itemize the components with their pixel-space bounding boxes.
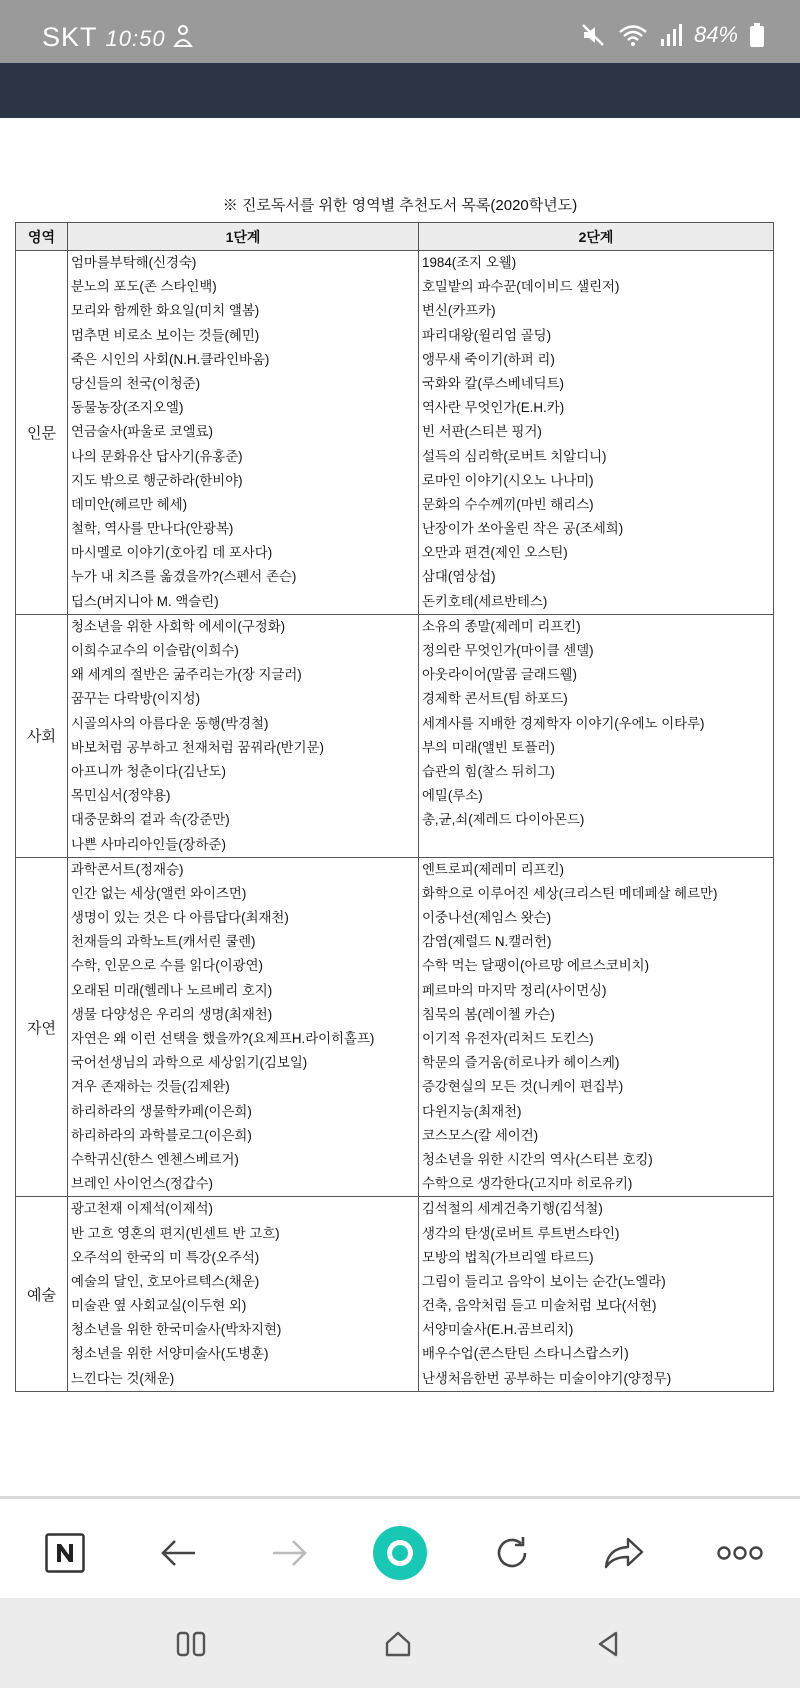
book-item: 이기적 유전자(리처드 도킨스) — [422, 1031, 594, 1046]
document-title: ※ 진로독서를 위한 영역별 추천도서 목록(2020학년도) — [222, 197, 578, 214]
area-cell: 예술 — [16, 1197, 68, 1392]
table-row — [16, 857, 774, 1197]
book-item: 꿈꾸는 다락방(이지성) — [71, 691, 201, 707]
area-cell: 사회 — [16, 614, 68, 857]
stage2-cell — [419, 251, 774, 615]
book-item: 엄마를부탁해(신경숙) — [71, 255, 197, 270]
clock: 10:50 — [105, 26, 166, 51]
book-item: 오주석의 한국의 미 특강(오주석) — [71, 1249, 260, 1265]
book-item: 분노의 포도(존 스타인백) — [71, 279, 217, 295]
book-item: 아웃라이어(말콤 글래드웰) — [422, 667, 577, 683]
document-image — [0, 118, 800, 1496]
stage2-cell — [419, 614, 774, 857]
status-bar — [0, 0, 800, 63]
book-item: 삼대(염상섭) — [422, 569, 496, 585]
book-item: 경제학 콘서트(팀 하포드) — [422, 691, 568, 707]
header-stage2: 2단계 — [419, 223, 774, 251]
book-item: 세계사를 지배한 경제학자 이야기(우에노 이타루) — [422, 715, 705, 731]
book-item: 당신들의 천국(이청준) — [71, 375, 201, 391]
book-item: 딥스(버지니아 M. 액슬린) — [71, 593, 219, 609]
book-item: 1984(조지 오웰) — [422, 255, 517, 270]
book-item: 습관의 힘(찰스 뒤히그) — [422, 763, 555, 779]
book-item: 페르마의 마지막 정리(사이먼싱) — [422, 982, 607, 998]
book-item: 죽은 시인의 사회(N.H.클라인바움) — [71, 351, 270, 367]
share-button[interactable] — [604, 1533, 644, 1573]
stage2-cell — [419, 857, 774, 1197]
stage1-cell — [68, 857, 419, 1197]
book-item: 호밀밭의 파수꾼(데이비드 샐린저) — [422, 279, 620, 295]
book-item: 문화의 수수께끼(마빈 해리스) — [422, 496, 594, 512]
book-item: 배우수업(콘스탄틴 스타니스랍스키) — [422, 1346, 629, 1362]
table-row — [16, 1197, 774, 1392]
book-item: 총,균,쇠(제레드 다이아몬드) — [422, 812, 585, 828]
book-item: 나의 문화유산 답사기(유홍준) — [71, 448, 243, 464]
book-item: 하리하라의 과학블로그(이은희) — [71, 1127, 252, 1143]
arrow-left-icon — [159, 1538, 197, 1568]
table-row — [16, 614, 774, 857]
book-item: 청소년을 위한 서양미술사(도병훈) — [71, 1346, 269, 1362]
book-item: 침묵의 봄(레이첼 카슨) — [422, 1006, 555, 1022]
book-item: 천재들의 과학노트(캐서린 쿨렌) — [71, 934, 256, 950]
book-item: 화학으로 이루어진 세상(크리스틴 메데페살 헤르만) — [422, 885, 718, 901]
book-item: 수학귀신(한스 엔첸스베르거) — [71, 1151, 239, 1167]
book-item: 감염(제럴드 N.캘러헌) — [422, 934, 552, 950]
book-item: 나쁜 사마리아인들(장하준) — [71, 836, 226, 852]
carrier-label: SKT — [42, 22, 98, 52]
book-item: 누가 내 치즈를 옮겼을까?(스펜서 존슨) — [71, 569, 297, 585]
book-item: 증강현실의 모든 것(니케이 편집부) — [422, 1079, 624, 1095]
book-item: 난장이가 쏘아올린 작은 공(조세희) — [422, 521, 624, 537]
page-header-bar — [0, 63, 800, 118]
book-item: 이희수교수의 이슬람(이희수) — [71, 643, 239, 658]
book-item: 수학, 인문으로 수를 읽다(이광연) — [71, 958, 263, 974]
book-item: 오만과 편견(제인 오스틴) — [422, 545, 568, 561]
book-item: 목민심서(정약용) — [71, 788, 171, 804]
book-item: 예술의 달인, 호모아르텍스(채운) — [71, 1273, 260, 1289]
book-item: 난생처음한번 공부하는 미술이야기(양정무) — [422, 1370, 672, 1386]
book-item: 청소년을 위한 사회학 에세이(구정화) — [71, 618, 286, 634]
book-item: 역사란 무엇인가(E.H.카) — [422, 400, 565, 416]
book-item: 생명이 있는 것은 다 아름답다(최재천) — [71, 910, 289, 926]
book-item: 하리하라의 생물학카페(이은희) — [71, 1103, 252, 1119]
table-body — [16, 251, 774, 1392]
book-item: 설득의 심리학(로버트 치알디니) — [422, 448, 607, 464]
book-item: 철학, 역사를 만나다(안광복) — [71, 521, 234, 537]
green-dot-icon — [372, 1525, 428, 1581]
book-item: 수학 먹는 달팽이(아르망 에르스코비치) — [422, 958, 650, 974]
book-item: 인간 없는 세상(앨런 와이즈먼) — [71, 885, 247, 901]
refresh-button[interactable] — [492, 1533, 532, 1573]
book-item: 돈키호테(세르반테스) — [422, 593, 548, 609]
book-item: 왜 세계의 절반은 굶주리는가(장 지글러) — [71, 667, 302, 683]
area-cell: 인문 — [16, 251, 68, 615]
book-item: 동물농장(조지오엘) — [71, 400, 184, 416]
recent-apps-button[interactable] — [171, 1624, 211, 1664]
back-button[interactable] — [158, 1533, 198, 1573]
book-item: 바보처럼 공부하고 천재처럼 꿈꿔라(반기문) — [71, 739, 324, 755]
book-item: 겨우 존재하는 것들(김제완) — [71, 1079, 230, 1095]
book-item: 지도 밖으로 행군하라(한비야) — [71, 472, 243, 488]
book-item: 느낀다는 것(채운) — [71, 1370, 175, 1386]
system-nav-bar — [0, 1598, 800, 1688]
home-button[interactable] — [378, 1624, 418, 1664]
arrow-right-icon — [271, 1538, 309, 1568]
home-icon — [383, 1629, 413, 1659]
book-item: 반 고흐 영혼의 편지(빈센트 반 고흐) — [71, 1225, 280, 1241]
mute-icon — [580, 22, 606, 48]
stage1-cell — [68, 251, 419, 615]
header-stage1: 1단계 — [68, 223, 419, 251]
more-dots-icon — [716, 1545, 764, 1561]
book-item: 엔트로피(제레미 리프킨) — [422, 861, 564, 877]
book-item: 이중나선(제임스 왓슨) — [422, 910, 552, 926]
battery-percent: 84% — [693, 22, 738, 47]
book-item: 생물 다양성은 우리의 생명(최재천) — [71, 1006, 273, 1022]
book-item: 광고천재 이제석(이제석) — [71, 1201, 213, 1217]
status-left — [42, 22, 166, 53]
book-item: 미술관 옆 사회교실(이두현 외) — [71, 1298, 247, 1314]
book-item: 마시멜로 이야기(호아킴 데 포사다) — [71, 545, 273, 561]
header-area: 영역 — [16, 223, 68, 251]
area-cell: 자연 — [16, 857, 68, 1197]
book-item: 아프니까 청춘이다(김난도) — [71, 763, 226, 779]
recent-apps-icon — [176, 1631, 206, 1657]
wifi-icon — [618, 23, 648, 47]
book-item: 국어선생님의 과학으로 세상읽기(김보일) — [71, 1055, 308, 1071]
back-triangle-icon — [594, 1629, 622, 1659]
book-item: 서양미술사(E.H.곰브리치) — [422, 1322, 574, 1338]
book-item: 에밀(루소) — [422, 788, 483, 804]
book-item: 변신(카프카) — [422, 303, 496, 319]
book-item: 청소년을 위한 시간의 역사(스티븐 호킹) — [422, 1151, 653, 1167]
battery-icon — [750, 23, 764, 47]
notification-person-icon — [172, 24, 194, 48]
book-item: 다윈지능(최재천) — [422, 1103, 522, 1119]
book-item: 로마인 이야기(시오노 나나미) — [422, 472, 594, 488]
book-item: 국화와 칼(루스베네딕트) — [422, 375, 564, 391]
book-item: 모방의 법칙(가브리엘 타르드) — [422, 1249, 594, 1265]
book-item: 청소년을 위한 한국미술사(박차지현) — [71, 1322, 282, 1338]
status-right — [580, 20, 764, 50]
book-item: 정의란 무엇인가(마이클 센델) — [422, 643, 594, 658]
book-item: 김석철의 세계건축기행(김석철) — [422, 1201, 603, 1217]
book-item: 브레인 사이언스(정갑수) — [71, 1176, 213, 1192]
book-item: 코스모스(칼 세이건) — [422, 1127, 539, 1143]
stage2-cell — [419, 1197, 774, 1392]
signal-icon — [660, 23, 682, 47]
book-item: 시골의사의 아름다운 동행(박경철) — [71, 715, 269, 731]
refresh-icon — [493, 1534, 531, 1572]
book-item: 수학으로 생각한다(고지마 히로유키) — [422, 1176, 633, 1192]
book-item: 그림이 들리고 음악이 보이는 순간(노엘라) — [422, 1273, 666, 1289]
book-item: 건축, 음악처럼 듣고 미술처럼 보다(서현) — [422, 1298, 657, 1314]
forward-button[interactable] — [270, 1533, 310, 1573]
stage1-cell — [68, 1197, 419, 1392]
naver-home-button[interactable] — [45, 1533, 85, 1573]
book-item: 멈추면 비로소 보이는 것들(혜민) — [71, 327, 260, 343]
stage1-cell — [68, 614, 419, 857]
book-item: 자연은 왜 이런 선택을 했을까?(요제프H.라이히홀프) — [71, 1031, 375, 1046]
browser-toolbar — [0, 1496, 800, 1601]
book-item: 빈 서판(스티븐 핑거) — [422, 424, 542, 440]
green-dot-button[interactable] — [372, 1525, 428, 1581]
book-item: 데미안(헤르만 헤세) — [71, 496, 188, 512]
book-item: 과학콘서트(정재승) — [71, 861, 184, 877]
book-item: 부의 미래(앨빈 토플러) — [422, 739, 555, 755]
book-item: 파리대왕(윌리엄 골딩) — [422, 327, 552, 343]
book-list-table — [15, 222, 774, 1392]
book-item: 대중문화의 겉과 속(강준만) — [71, 812, 230, 828]
back-nav-button[interactable] — [588, 1624, 628, 1664]
book-item: 연금술사(파울로 코엘료) — [71, 424, 213, 440]
table-row — [16, 251, 774, 615]
book-item: 학문의 즐거움(히로나카 헤이스케) — [422, 1055, 620, 1071]
table-header-row — [16, 223, 774, 251]
naver-n-icon — [45, 1533, 85, 1573]
book-item: 모리와 함께한 화요일(미치 앨봄) — [71, 303, 260, 319]
book-item: 앵무새 죽이기(하퍼 리) — [422, 351, 555, 367]
book-item: 생각의 탄생(로버트 루트번스타인) — [422, 1225, 620, 1241]
share-arrow-icon — [604, 1536, 644, 1570]
more-button[interactable] — [715, 1533, 765, 1573]
book-item: 소유의 종말(제레미 리프킨) — [422, 618, 581, 634]
book-item: 오래된 미래(헬레나 노르베리 호지) — [71, 982, 273, 998]
